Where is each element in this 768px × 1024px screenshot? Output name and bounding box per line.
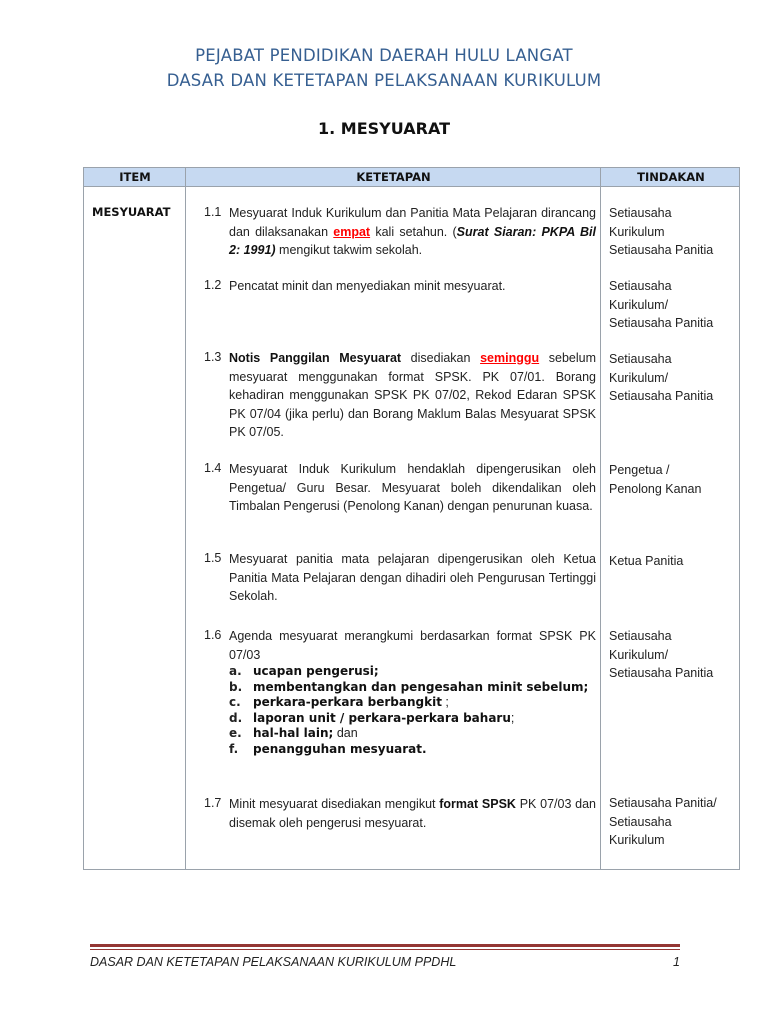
agenda-item: f. penangguhan mesyuarat. [229, 741, 427, 756]
column-header-item: ITEM [119, 170, 151, 184]
row-action: Setiausaha Kurikulum Setiausaha Panitia [609, 206, 714, 257]
row-text: Agenda mesyuarat merangkumi berdasarkan format SPSK PK 07/03 a. ucapan pengerusi; b. membentangkan dan pengesahan minit sebelum; c. perkara-perkara berbangkit ; d. laporan unit / perkara-perkara baharu; e. hal-hal lain; dan f. penangguhan mesyuarat. [229, 629, 596, 756]
agenda-item: b. membentangkan dan pengesahan minit sebelum; [229, 679, 589, 694]
column-divider [600, 167, 601, 869]
column-header-tindakan: TINDAKAN [637, 170, 705, 184]
row-number: 1.6 [204, 628, 222, 642]
row-text: Mesyuarat panitia mata pelajaran dipengerusikan oleh Ketua Panitia Mata Pelajaran dengan dihadiri oleh Pengurusan Tertinggi Sekolah. [229, 552, 596, 603]
row-text: Mesyuarat Induk Kurikulum dan Panitia Mata Pelajaran dirancang dan dilaksanakan empat kali setahun. (Surat Siaran: PKPA Bil 2: 1991) mengikut takwim sekolah. [229, 206, 596, 257]
row-text: Mesyuarat Induk Kurikulum hendaklah dipengerusikan oleh Pengetua/ Guru Besar. Mesyuarat boleh dikendalikan oleh Timbalan Pengerusi (Penolong Kanan) dengan penurunan kuasa. [229, 462, 596, 513]
column-header-ketetapan: KETETAPAN [356, 170, 431, 184]
footer-text: DASAR DAN KETETAPAN PELAKSANAAN KURIKULUM PPDHL [90, 955, 457, 969]
row-action: Setiausaha Kurikulum/ Setiausaha Panitia [609, 352, 714, 403]
footer-rule [90, 949, 680, 950]
policy-table [83, 167, 740, 870]
row-number: 1.7 [204, 796, 222, 810]
row-number: 1.1 [204, 205, 222, 219]
agenda-item: a. ucapan pengerusi; [229, 664, 379, 678]
column-divider [185, 167, 186, 869]
row-action: Pengetua / Penolong Kanan [609, 463, 702, 496]
footer-rule [90, 944, 680, 947]
row-number: 1.5 [204, 551, 222, 565]
item-label: MESYUARAT [92, 205, 171, 219]
row-text: Notis Panggilan Mesyuarat disediakan seminggu sebelum mesyuarat menggunakan format SPSK. PK 07/01. Borang kehadiran menggunakan SPSK PK 07/02, Rekod Edaran SPSK PK 07/04 (jika perlu) dan Borang Maklum Balas Mesyuarat SPSK PK 07/05. [229, 351, 596, 439]
header-title-line2: DASAR DAN KETETAPAN PELAKSANAAN KURIKULUM [166, 71, 602, 90]
row-action: Setiausaha Kurikulum/ Setiausaha Panitia [609, 279, 714, 330]
agenda-list [229, 664, 596, 757]
row-number: 1.2 [204, 278, 222, 292]
row-text: Pencatat minit dan menyediakan minit mesyuarat. [229, 279, 506, 293]
row-number: 1.3 [204, 350, 222, 364]
row-action: Setiausaha Kurikulum/ Setiausaha Panitia [609, 629, 714, 680]
agenda-item: c. perkara-perkara berbangkit ; [229, 695, 449, 709]
section-title: 1. MESYUARAT [318, 119, 450, 138]
table-header-row [84, 167, 739, 187]
row-number: 1.4 [204, 461, 222, 475]
agenda-item: e. hal-hal lain; dan [229, 726, 358, 740]
header-title-line1: PEJABAT PENDIDIKAN DAERAH HULU LANGAT [195, 46, 573, 65]
row-action: Setiausaha Panitia/ Setiausaha Kurikulum [609, 796, 717, 847]
agenda-item: d. laporan unit / perkara-perkara baharu; [229, 710, 515, 725]
row-text: Minit mesyuarat disediakan mengikut format SPSK PK 07/03 dan disemak oleh pengerusi mesyuarat. [229, 797, 597, 830]
row-action: Ketua Panitia [609, 554, 684, 568]
page-number: 1 [673, 955, 680, 969]
